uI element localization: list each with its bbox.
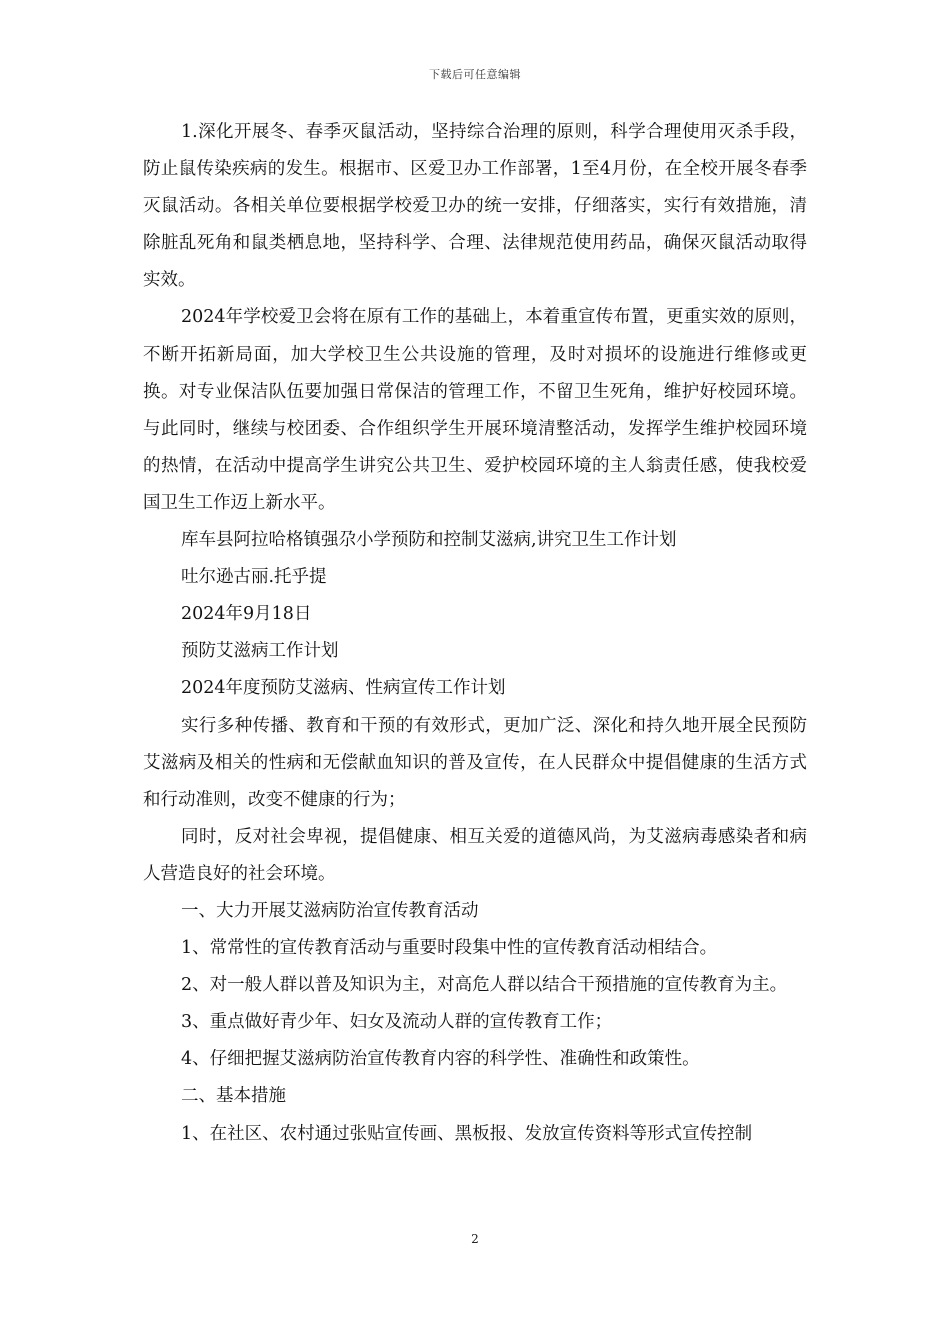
- paragraph: 实行多种传播、教育和干预的有效形式，更加广泛、深化和持久地开展全民预防艾滋病及相关的性病和无偿献血知识的普及宣传，在人民群众中提倡健康的生活方式和行动准则，改变不健康的行为；: [143, 715, 807, 810]
- paragraph: 4、仔细把握艾滋病防治宣传教育内容的科学性、准确性和政策性。: [181, 1049, 700, 1070]
- paragraph: 库车县阿拉哈格镇强尕小学预防和控制艾滋病,讲究卫生工作计划: [181, 530, 677, 551]
- paragraph: 吐尔逊古丽.托乎提: [181, 567, 327, 588]
- section-heading: 二、基本措施: [181, 1086, 286, 1107]
- paragraph: 3、重点做好青少年、妇女及流动人群的宣传教育工作；: [181, 1012, 613, 1033]
- paragraph: 预防艾滋病工作计划: [181, 641, 339, 662]
- paragraph: 2024年9月18日: [181, 604, 312, 625]
- paragraph: 2024年学校爱卫会将在原有工作的基础上，本着重宣传布置，更重实效的原则，不断开拓新局面，加大学校卫生公共设施的管理，及时对损坏的设施进行维修或更换。对专业保洁队伍要加强日常保洁的管理工作，不留卫生死角，维护好校园环境。与此同时，继续与校团委、合作组织学生开展环境清整活动，发挥学生维护校园环境的热情，在活动中提高学生讲究公共卫生、爱护校园环境的主人翁责任感，使我校爱国卫生工作迈上新水平。: [143, 307, 807, 513]
- page-number: 2: [471, 1232, 479, 1246]
- paragraph: 2、对一般人群以普及知识为主，对高危人群以结合干预措施的宣传教育为主。: [181, 975, 788, 996]
- paragraph: 1、在社区、农村通过张贴宣传画、黑板报、发放宣传资料等形式宣传控制: [181, 1123, 753, 1144]
- page-header: 下载后可任意编辑: [429, 68, 521, 81]
- paragraph: 同时，反对社会卑视，提倡健康、相互关爱的道德风尚，为艾滋病毒感染者和病人营造良好的社会环境。: [143, 826, 807, 884]
- document-body: [143, 114, 807, 1153]
- paragraph: 1.深化开展冬、春季灭鼠活动，坚持综合治理的原则，科学合理使用灭杀手段，防止鼠传染疾病的发生。根据市、区爱卫办工作部署，1至4月份，在全校开展冬春季灭鼠活动。各相关单位要根据学校爱卫办的统一安排，仔细落实，实行有效措施，清除脏乱死角和鼠类栖息地，坚持科学、合理、法律规范使用药品，确保灭鼠活动取得实效。: [143, 122, 807, 291]
- section-heading: 一、大力开展艾滋病防治宣传教育活动: [181, 900, 479, 921]
- paragraph: 1、常常性的宣传教育活动与重要时段集中性的宣传教育活动相结合。: [181, 938, 718, 959]
- paragraph: 2024年度预防艾滋病、性病宣传工作计划: [181, 678, 506, 699]
